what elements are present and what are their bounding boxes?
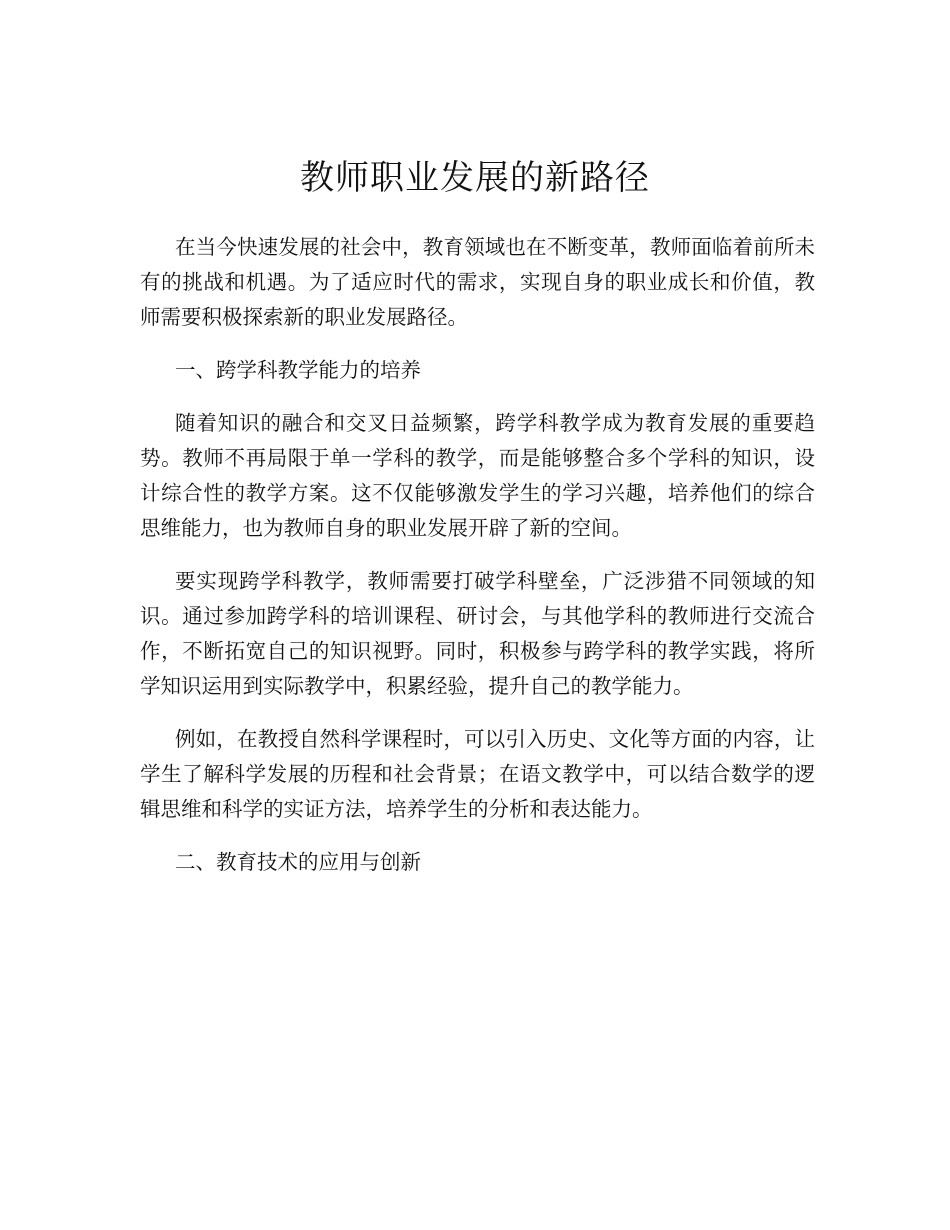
section-heading-2: 二、教育技术的应用与创新 [175,850,421,874]
document-title: 教师职业发展的新路径 [300,158,650,198]
document-body [140,230,815,898]
section-heading-1: 一、跨学科教学能力的培养 [175,358,421,382]
body-paragraph: 随着知识的融合和交叉日益频繁，跨学科教学成为教育发展的重要趋势。教师不再局限于单一学科的教学，而是能够整合多个学科的知识，设计综合性的教学方案。这不仅能够激发学生的学习兴趣，培养他们的综合思维能力，也为教师自身的职业发展开辟了新的空间。 [140,411,815,540]
intro-paragraph: 在当今快速发展的社会中，教育领域也在不断变革，教师面临着前所未有的挑战和机遇。为了适应时代的需求，实现自身的职业成长和价值，教师需要积极探索新的职业发展路径。 [140,235,815,329]
body-paragraph: 要实现跨学科教学，教师需要打破学科壁垒，广泛涉猎不同领域的知识。通过参加跨学科的培训课程、研讨会，与其他学科的教师进行交流合作，不断拓宽自己的知识视野。同时，积极参与跨学科的教学实践，将所学知识运用到实际教学中，积累经验，提升自己的教学能力。 [140,569,815,698]
example-paragraph: 例如，在教授自然科学课程时，可以引入历史、文化等方面的内容，让学生了解科学发展的历程和社会背景；在语文教学中，可以结合数学的逻辑思维和科学的实证方法，培养学生的分析和表达能力。 [140,727,815,821]
